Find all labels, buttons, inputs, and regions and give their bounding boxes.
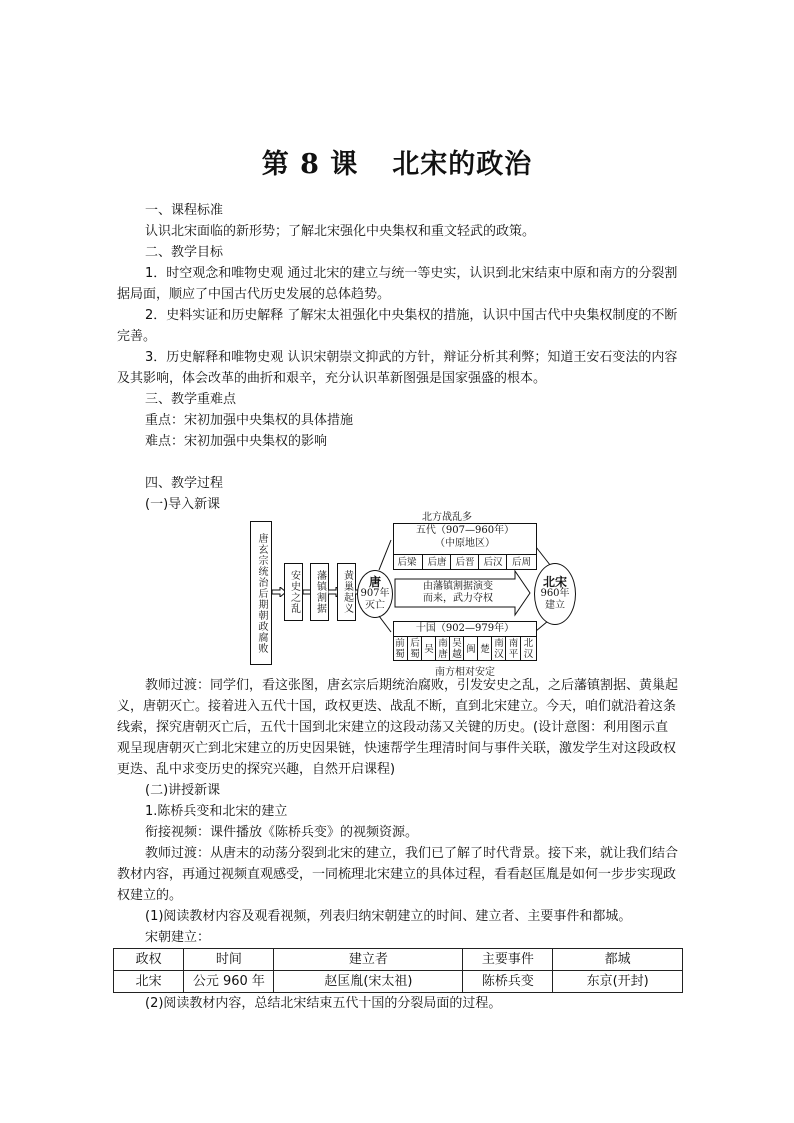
history-flow-diagram	[117, 512, 679, 678]
list-item: 前蜀	[395, 638, 405, 660]
shiguo-group	[393, 621, 537, 661]
south-caption: 南方相对安定	[435, 667, 495, 678]
table-cell: 陈桥兵变	[463, 971, 553, 993]
document-body	[117, 200, 679, 1014]
middle-note-line: 而来，武力夺权	[423, 593, 493, 604]
table-header: 建立者	[274, 949, 463, 971]
list-item: 南平	[505, 637, 521, 661]
table-header: 都城	[553, 949, 683, 971]
middle-note-line: 由藩镇割据演变	[423, 581, 493, 592]
list-item: 北汉	[520, 637, 536, 661]
list-item: 南汉	[491, 637, 506, 661]
table-header: 主要事件	[463, 949, 553, 971]
topic-heading: 1.陈桥兵变和北宋的建立	[145, 804, 288, 819]
lesson-number: 第 8 课	[261, 149, 359, 180]
table-cell: 赵匡胤(宋太祖)	[274, 971, 463, 993]
wudai-title: 五代（907—960年）	[415, 525, 515, 536]
list-item: 后汉	[478, 555, 507, 569]
list-item: 吴越	[449, 637, 464, 661]
list-item: 南唐	[435, 637, 450, 661]
wudai-group	[393, 523, 537, 570]
section-heading: 二、教学目标	[145, 245, 224, 260]
wudai-subtitle: （中原地区）	[435, 538, 495, 549]
subsection-heading: (二)讲授新课	[145, 783, 221, 798]
list-item: 闽	[463, 637, 478, 661]
page-title	[0, 142, 794, 181]
shiguo-list	[394, 636, 536, 661]
list-item: 后唐	[422, 555, 451, 569]
goal-item: 1．时空观念和唯物史观 通过北宋的建立与统一等史实，认识到北宋结束中原和南方的分裂割据局面，顺应了中国古代历史发展的总体趋势。	[117, 266, 678, 302]
table-cell: 东京(开封)	[553, 971, 683, 993]
wudai-list	[394, 554, 536, 569]
song-founding-table	[113, 948, 683, 993]
list-item: 后周	[506, 555, 536, 569]
north-caption: 北方战乱多	[422, 512, 472, 523]
table-header: 政权	[114, 949, 184, 971]
shiguo-title: 十国（902—979年）	[415, 623, 515, 634]
tang-fall-circle: 唐 907年 灭亡	[357, 570, 393, 618]
section-heading: 三、教学重难点	[145, 392, 237, 407]
curriculum-text: 认识北宋面临的新形势；了解北宋强化中央集权和重文轻武的政策。	[145, 224, 536, 239]
list-item: 楚	[477, 637, 492, 661]
lesson-name: 北宋的政治	[392, 149, 533, 180]
fanzhen-box: 藩镇割据	[310, 563, 329, 621]
task-item: (2)阅读教材内容，总结北宋结束五代十国的分裂局面的过程。	[145, 996, 502, 1011]
key-point: 重点：宋初加强中央集权的具体措施	[145, 413, 354, 428]
list-item: 吴	[421, 637, 436, 661]
task-item: (1)阅读教材内容及观看视频，列表归纳宋朝建立的时间、建立者、主要事件和都城。	[145, 909, 632, 924]
list-item: 后晋	[450, 555, 479, 569]
huangchao-box: 黄巢起义	[337, 563, 356, 621]
section-heading: 四、教学过程	[145, 476, 224, 491]
tang-decline-box: 唐玄宗统治后期朝政腐败	[250, 521, 272, 665]
video-note: 衔接视频：课件播放《陈桥兵变》的视频资源。	[145, 825, 419, 840]
difficult-point: 难点：宋初加强中央集权的影响	[145, 434, 328, 449]
teacher-transition: 教师过渡：同学们，看这张图，唐玄宗后期统治腐败，引发安史之乱，之后藩镇割据、黄巢起义，唐朝灭亡。接着进入五代十国，政权更迭、战乱不断，直到北宋建立。今天，咱们就沿着这条线索，探究唐朝灭亡后，五代十国到北宋建立的这段动荡又关键的历史。(设计意图：利用图示直观呈现唐朝灭亡到北宋建立的历史因果链，快速帮学生理清时间与事件关联，激发学生对这段政权更迭、乱中求变历史的探究兴趣，自然开启课程)	[117, 678, 679, 777]
table-caption: 宋朝建立：	[145, 930, 211, 945]
section-heading: 一、课程标准	[145, 203, 224, 218]
table-header-row	[114, 949, 683, 971]
song-founding-circle: 北宋 960年 建立	[534, 563, 576, 625]
goal-item: 2．史料实证和历史解释 了解宋太祖强化中央集权的措施，认识中国古代中央集权制度的不断完善。	[117, 308, 678, 344]
table-cell: 公元 960 年	[184, 971, 274, 993]
subsection-heading: (一)导入新课	[145, 497, 221, 512]
teacher-transition: 教师过渡：从唐末的动荡分裂到北宋的建立，我们已了解了时代背景。接下来，就让我们结合教材内容，再通过视频直观感受，一同梳理北宋建立的具体过程，看看赵匡胤是如何一步步实现政权建立的。	[117, 846, 679, 903]
goal-item: 3．历史解释和唯物史观 认识宋朝崇文抑武的方针，辩证分析其利弊；知道王安石变法的内容及其影响，体会改革的曲折和艰辛，充分认识革新图强是国家强盛的根本。	[117, 350, 678, 386]
list-item: 后梁	[397, 556, 417, 568]
table-header: 时间	[184, 949, 274, 971]
list-item: 后蜀	[407, 637, 422, 661]
table-cell: 北宋	[114, 971, 184, 993]
anshi-rebellion-box: 安史之乱	[284, 563, 303, 621]
table-row	[114, 971, 683, 993]
middle-note	[399, 581, 517, 605]
